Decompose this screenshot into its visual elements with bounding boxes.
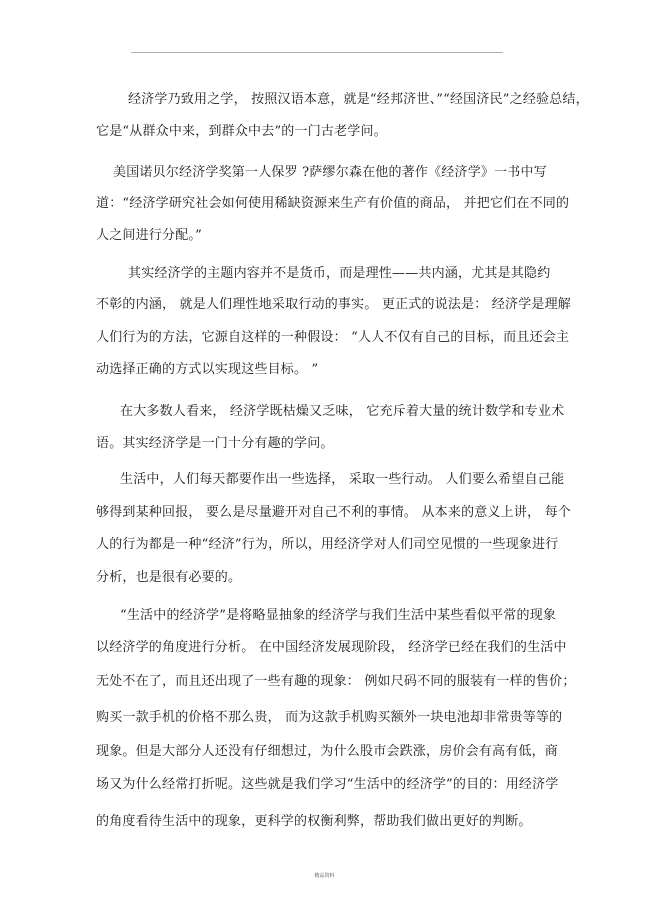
text-line: 无处不在了，而且还出现了一些有趣的现象： 例如尺码不同的服装有一样的售价；: [96, 674, 576, 689]
text-line: “生活中的经济学”是将略显抽象的经济学与我们生活中某些看似平常的现象: [120, 608, 557, 623]
header-rule: [131, 52, 503, 53]
text-line: 在大多数人看来， 经济学既枯燥又乏味， 它充斥着大量的统计数学和专业术: [120, 404, 565, 419]
text-line: 分析，也是很有必要的。: [96, 570, 242, 585]
text-line: 现象。但是大部分人还没有仔细想过，为什么股市会跌涨，房价会有高有低，商: [96, 744, 559, 759]
text-line: 其实经济学的主题内容并不是货币，而是理性——共内涵，尤其是其隐约: [128, 266, 551, 281]
text-line: 购买一款手机的价格不那么贵， 而为这款手机购买额外一块电池却非常贵等等的: [96, 710, 563, 725]
text-line: 经济学乃致用之学， 按照汉语本意，就是“经邦济世、”“经国济民”之经验总结，: [128, 92, 589, 107]
text-line: 动选择正确的方式以实现这些目标。 ”: [96, 362, 319, 377]
text-line: 人的行为都是一种“经济”行为，所以，用经济学对人们司空见惯的一些现象进行: [96, 537, 559, 552]
text-line: 场又为什么经常打折呢。这些就是我们学习“生活中的经济学”的目的：用经济学: [96, 777, 559, 792]
text-line: 人之间进行分配。”: [96, 228, 202, 243]
text-line: 的角度看待生活中的现象，更科学的权衡利弊，帮助我们做出更好的判断。: [96, 814, 532, 829]
text-line: 生活中，人们每天都要作出一些选择， 采取一些行动。 人们要么希望自己能: [120, 472, 565, 487]
text-line: 以经济学的角度进行分析。 在中国经济发展现阶段， 经济学已经在我们的生活中: [96, 640, 567, 655]
text-line: 道：“经济学研究社会如何使用稀缺资源来生产有价值的商品， 并把它们在不同的: [96, 196, 570, 211]
text-line: 不彰的内涵， 就是人们理性地采取行动的事实。 更正式的说法是： 经济学是理解: [96, 297, 571, 312]
text-line: 美国诺贝尔经济学奖第一人保罗 ?萨缪尔森在他的著作《经济学》一书中写: [113, 165, 547, 180]
text-line: 人们行为的方法，它源自这样的一种假设： “人人不仅有自己的目标，而且还会主: [96, 330, 570, 345]
page-footer: 精品资料: [314, 873, 335, 879]
text-line: 够得到某种回报， 要么是尽量避开对自己不利的事情。 从本来的意义上讲， 每个: [96, 505, 571, 520]
text-line: 它是“从群众中来，到群众中去”的一门古老学问。: [96, 124, 387, 139]
text-line: 语。其实经济学是一门十分有趣的学问。: [96, 436, 334, 451]
